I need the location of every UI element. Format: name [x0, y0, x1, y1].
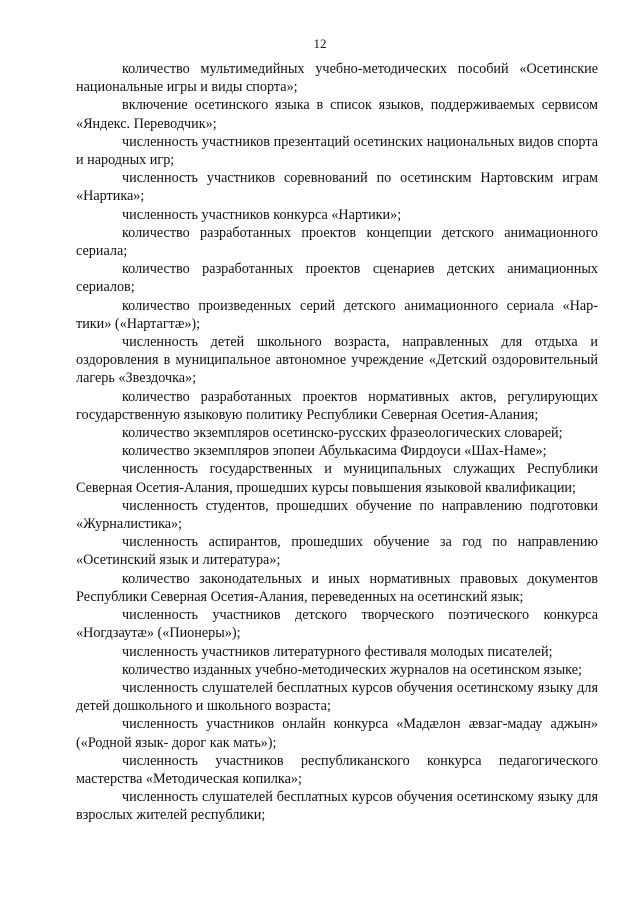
list-item: численность участников соревнований по осетинским Нартовским играм «Нартика»;	[76, 170, 598, 205]
list-item: численность участников онлайн конкурса «Мадæлон æвзаг-мадау аджын» («Родной язык- дорог как мать»);	[76, 716, 598, 751]
page-number: 12	[313, 36, 327, 51]
list-item: количество произведенных серий детского анимационного сериала «Нартики» («Нартагтæ»);	[76, 297, 598, 332]
list-item: численность участников литературного фестиваля молодых писателей;	[122, 643, 553, 660]
list-item: количество разработанных проектов сценариев детских анимационных сериалов;	[76, 261, 598, 296]
list-item: включение осетинского языка в список языков, поддерживаемых сервисом «Яндекс. Переводчик»;	[76, 97, 598, 132]
list-item: численность студентов, прошедших обучение по направлению подготовки «Журналистика»;	[76, 497, 598, 533]
list-item: численность аспирантов, прошедших обучение за год по направлению «Осетинский язык и литература»;	[76, 534, 598, 569]
list-item: численность государственных и муниципальных служащих Республики Северная Осетия-Алания, прошедших курсы повышения языковой квалификации;	[76, 461, 598, 496]
list-item: численность участников конкурса «Нартики»;	[122, 206, 402, 223]
list-item: количество разработанных проектов нормативных актов, регулирующих государственную языковую политику Республики Северная Осетия-Алания;	[76, 388, 598, 423]
list-item: численность слушателей бесплатных курсов обучения осетинскому языку для взрослых жителей республики;	[76, 789, 598, 824]
list-item: количество законодательных и иных нормативных правовых документов Республики Северная Осетия-Алания, переведенных на осетинский язык;	[76, 570, 598, 605]
list-item: количество экземпляров осетинско-русских фразеологических словарей;	[122, 425, 563, 442]
list-item: численность слушателей бесплатных курсов обучения осетинскому языку для детей дошкольного и школьного возраста;	[76, 679, 598, 715]
list-item: количество мультимедийных учебно-методических пособий «Осетинские национальные игры и виды спорта»;	[76, 61, 598, 96]
list-item: численность участников презентаций осетинских национальных видов спорта и народных игр;	[76, 133, 598, 169]
list-item: количество разработанных проектов концепции детского анимационного сериала;	[76, 224, 598, 260]
list-item: численность участников республиканского конкурса педагогического мастерства «Методическая копилка»;	[76, 752, 598, 787]
indicator-list	[76, 60, 598, 825]
list-item: количество изданных учебно-методических журналов на осетинском языке;	[122, 661, 582, 678]
list-item: численность участников детского творческого поэтического конкурса «Ногдзаутæ» («Пионеры»);	[76, 607, 598, 642]
list-item: численность детей школьного возраста, направленных для отдыха и оздоровления в муниципальное автономное учреждение «Детский оздоровительный лагерь «Звездочка»;	[76, 334, 598, 387]
list-item: количество экземпляров эпопеи Абулькасима Фирдоуси «Шах-Наме»;	[122, 443, 547, 460]
